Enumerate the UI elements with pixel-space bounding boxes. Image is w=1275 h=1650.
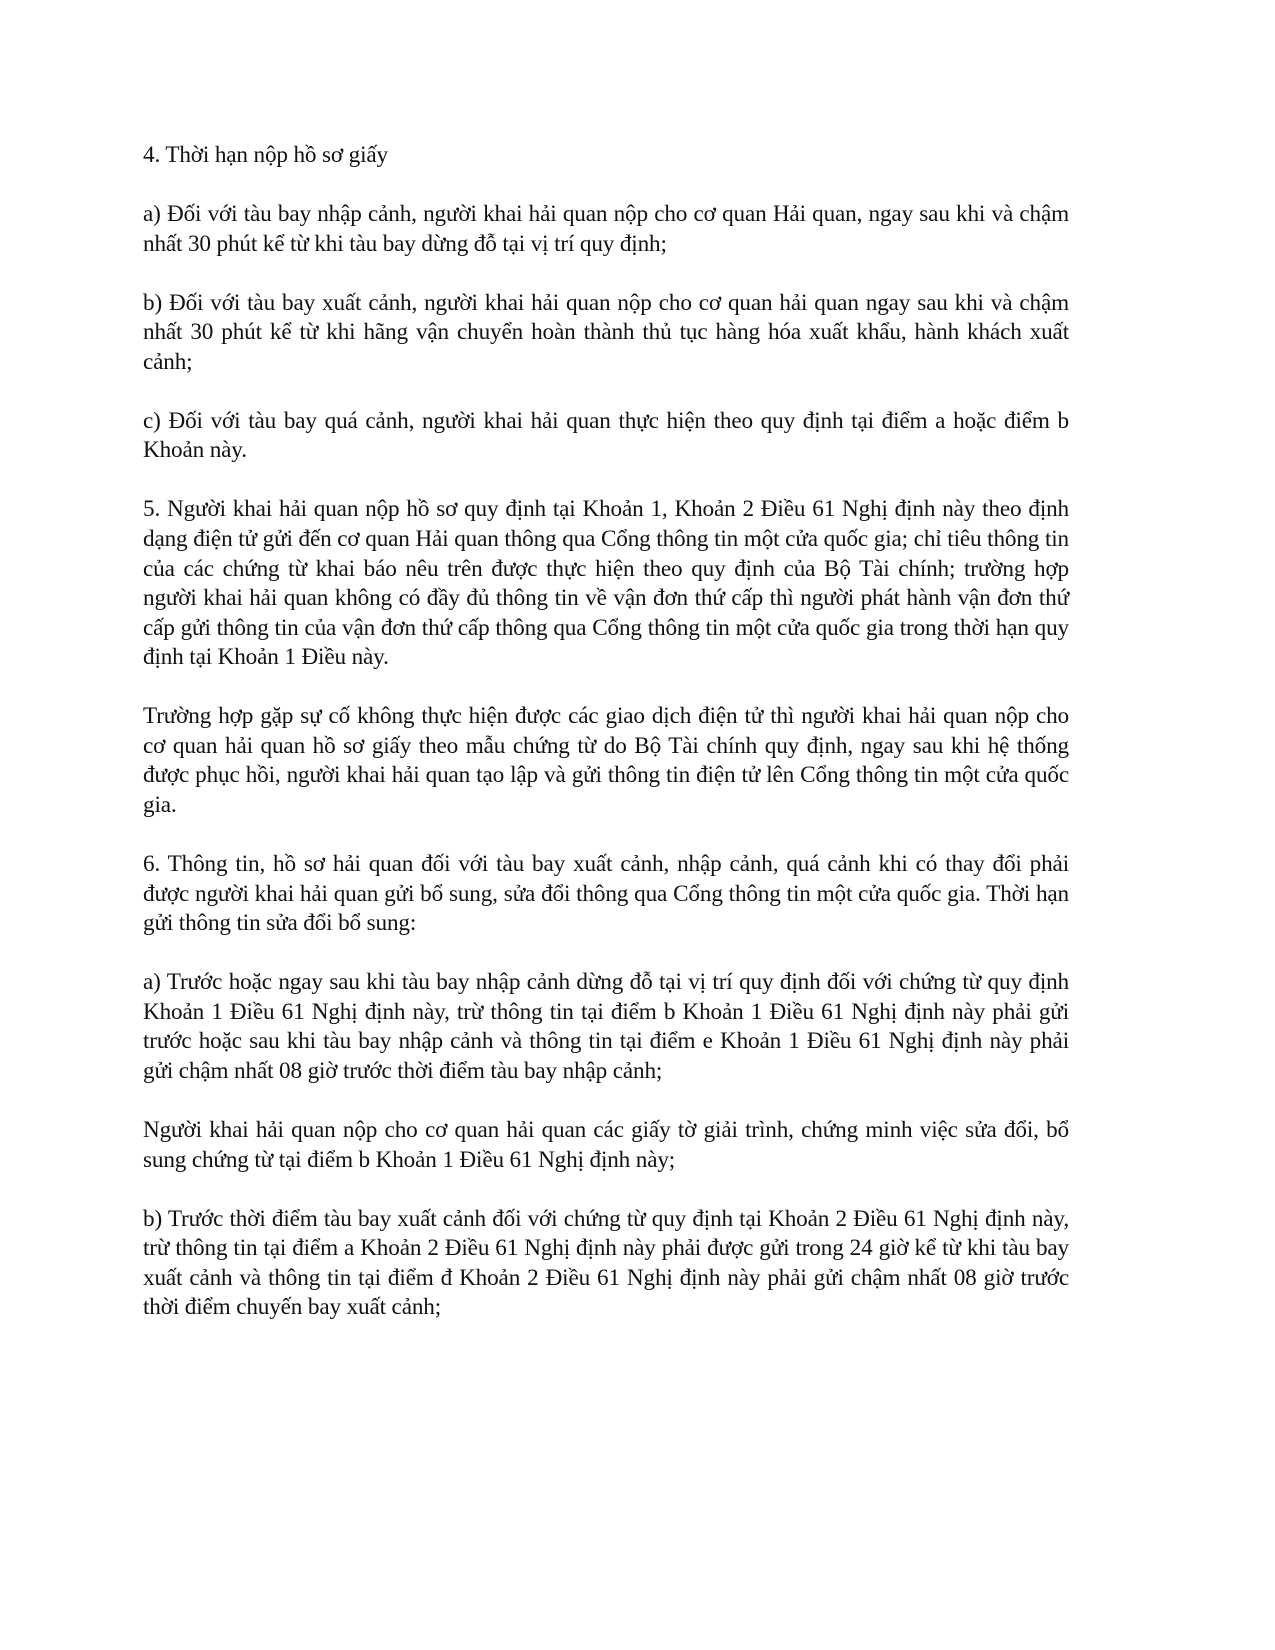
paragraph-6: 6. Thông tin, hồ sơ hải quan đối với tàu bay xuất cảnh, nhập cảnh, quá cảnh khi có thay đổi phải được người khai hải quan gửi bổ sung, sửa đổi thông qua Cổng thông tin một cửa quốc gia. Thời hạn gửi thông tin sửa đổi bổ sung: [143, 851, 1069, 937]
paragraph-5: 5. Người khai hải quan nộp hồ sơ quy định tại Khoản 1, Khoản 2 Điều 61 Nghị định này theo định dạng điện tử gửi đến cơ quan Hải quan thông qua Cổng thông tin một cửa quốc gia; chỉ tiêu thông tin của các chứng từ khai báo nêu trên được thực hiện theo quy định của Bộ Tài chính; trường hợp người khai hải quan không có đầy đủ thông tin về vận đơn thứ cấp thì người phát hành vận đơn thứ cấp gửi thông tin của vận đơn thứ cấp thông qua Cổng thông tin một cửa quốc gia trong thời hạn quy định tại Khoản 1 Điều này. [143, 496, 1069, 671]
paragraph-6b: b) Trước thời điểm tàu bay xuất cảnh đối với chứng từ quy định tại Khoản 2 Điều 61 Nghị định này, trừ thông tin tại điểm a Khoản 2 Điều 61 Nghị định này phải được gửi trong 24 giờ kể từ khi tàu bay xuất cảnh và thông tin tại điểm đ Khoản 2 Điều 61 Nghị định này phải gửi chậm nhất 08 giờ trước thời điểm chuyến bay xuất cảnh; [143, 1205, 1069, 1321]
document-page [143, 141, 1069, 1352]
paragraph-4c: c) Đối với tàu bay quá cảnh, người khai hải quan thực hiện theo quy định tại điểm a hoặc điểm b Khoản này. [143, 407, 1069, 464]
paragraph-6a-note: Người khai hải quan nộp cho cơ quan hải quan các giấy tờ giải trình, chứng minh việc sửa đổi, bổ sung chứng từ tại điểm b Khoản 1 Điều 61 Nghị định này; [143, 1116, 1069, 1173]
paragraph-4b: b) Đối với tàu bay xuất cảnh, người khai hải quan nộp cho cơ quan hải quan ngay sau khi và chậm nhất 30 phút kể từ khi hãng vận chuyển hoàn thành thủ tục hàng hóa xuất khẩu, hành khách xuất cảnh; [143, 289, 1069, 375]
paragraph-5-exception: Trường hợp gặp sự cố không thực hiện được các giao dịch điện tử thì người khai hải quan nộp cho cơ quan hải quan hồ sơ giấy theo mẫu chứng từ do Bộ Tài chính quy định, ngay sau khi hệ thống được phục hồi, người khai hải quan tạo lập và gửi thông tin điện tử lên Cổng thông tin một cửa quốc gia. [143, 703, 1069, 819]
paragraph-6a: a) Trước hoặc ngay sau khi tàu bay nhập cảnh dừng đỗ tại vị trí quy định đối với chứng từ quy định Khoản 1 Điều 61 Nghị định này, trừ thông tin tại điểm b Khoản 1 Điều 61 Nghị định này phải gửi trước hoặc sau khi tàu bay nhập cảnh và thông tin tại điểm e Khoản 1 Điều 61 Nghị định này phải gửi chậm nhất 08 giờ trước thời điểm tàu bay nhập cảnh; [143, 969, 1069, 1084]
section-heading-4: 4. Thời hạn nộp hồ sơ giấy [143, 142, 388, 168]
paragraph-4a: a) Đối với tàu bay nhập cảnh, người khai hải quan nộp cho cơ quan Hải quan, ngay sau khi và chậm nhất 30 phút kể từ khi tàu bay dừng đỗ tại vị trí quy định; [143, 200, 1069, 257]
